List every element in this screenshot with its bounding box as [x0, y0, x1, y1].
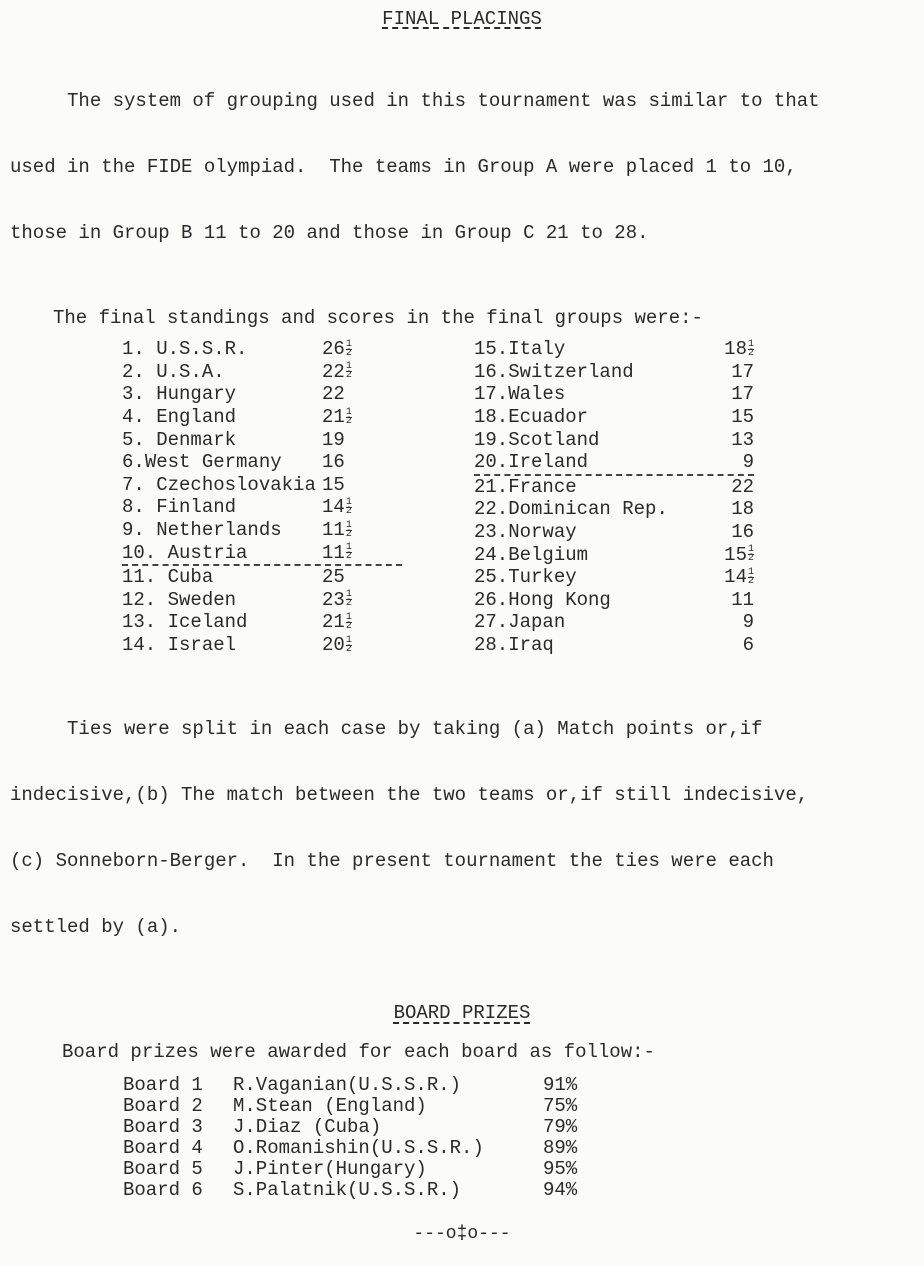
team-score [322, 634, 402, 656]
board-prize-row [123, 1179, 924, 1200]
fraction-denominator: 2 [345, 505, 352, 517]
rank: 22. [474, 498, 509, 521]
fraction-denominator: 2 [345, 415, 352, 427]
team-score [322, 474, 402, 496]
team-name [122, 474, 322, 496]
team-name [474, 566, 674, 588]
team-name [122, 383, 322, 405]
prize-percentage: 75% [543, 1094, 578, 1117]
fraction-numerator: 1 [747, 544, 754, 556]
team: Italy [508, 338, 566, 361]
board-number: Board 6 [123, 1178, 203, 1201]
standing-row [122, 361, 474, 384]
intro-line: those in Group B 11 to 20 and those in Group C 21 to 28. [10, 222, 649, 244]
team: Norway [508, 521, 577, 544]
score-whole: 15 [731, 406, 754, 429]
ties-line: settled by (a). [10, 916, 182, 939]
team: England [156, 406, 237, 429]
team-name [122, 406, 322, 428]
team-name [474, 589, 674, 611]
half-fraction [346, 363, 352, 380]
rank: 4. [122, 406, 145, 429]
score-whole: 22 [731, 475, 754, 498]
score-whole: 26 [322, 338, 345, 361]
fraction-denominator: 2 [345, 643, 352, 655]
score-whole: 19 [322, 428, 345, 451]
team: West Germany [144, 451, 282, 474]
half-fraction [346, 544, 352, 561]
score-whole: 21 [322, 611, 345, 634]
prize-percentage: 79% [543, 1115, 578, 1138]
fraction-numerator: 1 [345, 519, 352, 531]
standing-row [122, 634, 474, 657]
standing-row [122, 519, 474, 542]
fraction-numerator: 1 [747, 566, 754, 578]
standing-row [474, 634, 854, 657]
team-score [322, 566, 402, 588]
prize-percentage: 94% [543, 1178, 578, 1201]
standings-left-column [122, 338, 474, 656]
rank: 1. [122, 338, 145, 361]
fraction-numerator: 1 [345, 611, 352, 623]
team: Ecuador [508, 406, 589, 429]
team-score [674, 361, 754, 383]
team-name [122, 566, 322, 588]
score-whole: 14 [724, 566, 747, 589]
rank: 8. [122, 496, 145, 519]
rank: 16. [474, 360, 509, 383]
team-score [322, 589, 402, 611]
score-whole: 18 [724, 338, 747, 361]
team-name [474, 476, 674, 498]
team-score [674, 406, 754, 428]
team: Wales [508, 383, 566, 406]
standing-row [122, 383, 474, 406]
team-score [674, 383, 754, 405]
team: Cuba [167, 566, 214, 589]
score-whole: 22 [322, 383, 345, 406]
rank: 7. [122, 473, 145, 496]
team-name [122, 496, 322, 518]
fraction-numerator: 1 [345, 496, 352, 508]
board-number: Board 1 [123, 1073, 203, 1096]
team-score [322, 519, 402, 541]
team: U.S.S.R. [156, 338, 248, 361]
team-score [322, 338, 402, 360]
spacer [0, 982, 924, 1000]
rank: 14. [122, 634, 157, 657]
standing-row [474, 451, 754, 476]
score-whole: 23 [322, 588, 345, 611]
team: Israel [167, 634, 237, 657]
ties-line: indecisive,(b) The match between the two teams or,if still indecisive, [10, 784, 809, 807]
score-whole: 15 [322, 473, 345, 496]
fraction-denominator: 2 [747, 575, 754, 587]
score-whole: 16 [322, 451, 345, 474]
team-name [474, 406, 674, 428]
team-score [322, 406, 402, 428]
standing-row [122, 406, 474, 429]
standings-table [122, 338, 924, 656]
rank: 13. [122, 611, 157, 634]
team: Hong Kong [508, 588, 611, 611]
rank: 15. [474, 338, 509, 361]
board-prizes-list [123, 1074, 924, 1200]
prize-percentage: 89% [543, 1136, 578, 1159]
standing-row [474, 428, 854, 451]
team-score [674, 498, 754, 520]
team: Switzerland [508, 360, 634, 383]
score-whole: 11 [322, 519, 345, 542]
team: Scotland [508, 428, 600, 451]
team: Belgium [508, 543, 589, 566]
team-score [674, 476, 754, 498]
rank: 19. [474, 428, 509, 451]
standing-row [122, 589, 474, 612]
standing-row [122, 611, 474, 634]
prize-winner: O.Romanishin(U.S.S.R.) [233, 1136, 484, 1159]
team: Ireland [508, 451, 589, 474]
board-prizes-heading [0, 1000, 924, 1026]
team: Sweden [167, 588, 237, 611]
fraction-denominator: 2 [345, 347, 352, 359]
team-name [474, 544, 674, 566]
team: Czechoslovakia [156, 473, 316, 496]
half-fraction [345, 634, 352, 655]
half-fraction [345, 406, 352, 427]
standing-row [474, 589, 854, 612]
team-score [674, 521, 754, 543]
team-score [322, 611, 402, 633]
team-name [474, 611, 674, 633]
team: Finland [156, 496, 237, 519]
prize-winner: J.Pinter(Hungary) [233, 1157, 427, 1180]
team: Iraq [508, 634, 554, 657]
fraction-numerator: 1 [747, 338, 754, 350]
board-prize-row [123, 1095, 924, 1116]
rank: 28. [474, 634, 509, 657]
standing-row [474, 543, 854, 566]
fraction-numerator: 1 [345, 634, 352, 646]
score-whole: 11 [322, 541, 345, 564]
fraction-numerator: 1 [345, 406, 352, 418]
team-score [674, 634, 754, 656]
team-name [474, 361, 674, 383]
team-name [122, 429, 322, 451]
fraction-denominator: 2 [747, 347, 754, 359]
fraction-numerator: 1 [345, 338, 352, 350]
standing-row [122, 338, 474, 361]
score-whole: 16 [731, 521, 754, 544]
board-prizes-title: BOARD PRIZES [393, 1002, 531, 1025]
half-fraction [345, 611, 352, 632]
score-whole: 25 [322, 566, 345, 589]
standing-row [474, 361, 854, 384]
standing-row [474, 611, 854, 634]
fraction-numerator: 1 [345, 542, 352, 554]
prize-winner: J.Diaz (Cuba) [233, 1115, 382, 1138]
team-name [474, 429, 674, 451]
half-fraction [747, 338, 754, 359]
standing-row [122, 451, 474, 474]
team-name [122, 361, 322, 383]
rank: 9. [122, 519, 145, 542]
intro-line: used in the FIDE olympiad. The teams in Group A were placed 1 to 10, [10, 156, 797, 178]
team-name [122, 634, 322, 656]
team: Hungary [156, 383, 237, 406]
board-number: Board 2 [123, 1094, 203, 1117]
team-score [674, 338, 754, 360]
fraction-denominator: 2 [345, 620, 352, 632]
team-score [674, 589, 754, 611]
board-number: Board 3 [123, 1115, 203, 1138]
team-score [322, 451, 402, 473]
ties-line: (c) Sonneborn-Berger. In the present tournament the ties were each [10, 850, 774, 873]
team-name [474, 521, 674, 543]
half-fraction [345, 338, 352, 359]
prize-percentage: 91% [543, 1073, 578, 1096]
fraction-numerator: 1 [345, 361, 352, 373]
score-whole: 9 [742, 451, 754, 474]
team-score [322, 429, 402, 451]
team: Japan [508, 611, 566, 634]
team-score [322, 383, 402, 405]
rank: 17. [474, 383, 509, 406]
team: Netherlands [156, 519, 282, 542]
team-name [474, 338, 674, 360]
board-prize-row [123, 1116, 924, 1137]
rank: 12. [122, 588, 157, 611]
team-name [122, 589, 322, 611]
half-fraction [345, 496, 352, 517]
score-whole: 9 [742, 611, 754, 634]
standings-right-column [474, 338, 854, 656]
rank: 2. [122, 360, 145, 383]
team-score [322, 542, 402, 564]
spacer [0, 656, 924, 674]
team: Denmark [156, 428, 237, 451]
team: Iceland [167, 611, 248, 634]
fraction-denominator: 2 [345, 370, 352, 382]
standing-row [474, 383, 854, 406]
prize-winner: S.Palatnik(U.S.S.R.) [233, 1178, 462, 1201]
score-whole: 17 [731, 360, 754, 383]
fraction-denominator: 2 [747, 553, 754, 565]
board-prize-row [123, 1158, 924, 1179]
fraction-denominator: 2 [345, 528, 352, 540]
team-name [474, 383, 674, 405]
half-fraction [345, 519, 352, 540]
team-name [122, 338, 322, 360]
final-placings-title: FINAL PLACINGS [382, 8, 542, 30]
team-score [322, 361, 402, 383]
half-fraction [748, 546, 754, 563]
team-name [474, 634, 674, 656]
team-name [474, 498, 674, 520]
rank: 3. [122, 383, 145, 406]
prize-winner: M.Stean (England) [233, 1094, 427, 1117]
standing-row [122, 541, 402, 566]
score-whole: 13 [731, 428, 754, 451]
half-fraction [747, 566, 754, 587]
half-fraction [346, 591, 352, 608]
board-prizes-intro: Board prizes were awarded for each board as follow:- [62, 1041, 655, 1064]
score-whole: 22 [322, 360, 345, 383]
team: France [508, 475, 577, 498]
rank: 26. [474, 588, 509, 611]
board-prize-row [123, 1074, 924, 1095]
final-placings-heading [0, 6, 924, 32]
team-score [674, 544, 754, 566]
standing-row [122, 496, 474, 519]
team: Turkey [508, 566, 577, 589]
score-whole: 14 [322, 496, 345, 519]
standings-intro: The final standings and scores in the final groups were:- [53, 307, 703, 329]
spacer [0, 288, 924, 306]
board-number: Board 4 [123, 1136, 203, 1159]
rank: 21. [474, 475, 509, 498]
intro-line: The system of grouping used in this tournament was similar to that [10, 90, 820, 112]
team-score [674, 429, 754, 451]
standing-row [474, 338, 854, 361]
rank: 10. [122, 541, 157, 564]
standing-row [474, 521, 854, 544]
fraction-numerator: 1 [345, 589, 352, 601]
team: Dominican Rep. [508, 498, 668, 521]
spacer [0, 1026, 924, 1040]
score-whole: 15 [724, 543, 747, 566]
team-score [674, 566, 754, 588]
rank: 6. [122, 451, 145, 474]
team-score [322, 496, 402, 518]
team-name [122, 542, 322, 564]
rank: 20. [474, 451, 509, 474]
rank: 25. [474, 566, 509, 589]
team-name [122, 519, 322, 541]
score-whole: 20 [322, 634, 345, 657]
standing-row [122, 566, 474, 589]
board-number: Board 5 [123, 1157, 203, 1180]
rank: 18. [474, 406, 509, 429]
prize-winner: R.Vaganian(U.S.S.R.) [233, 1073, 462, 1096]
rank: 27. [474, 611, 509, 634]
intro-paragraph [10, 46, 914, 288]
team: Austria [167, 541, 248, 564]
rank: 23. [474, 521, 509, 544]
ties-line: Ties were split in each case by taking (a) Match points or,if [10, 718, 763, 741]
score-whole: 21 [322, 406, 345, 429]
team-name [122, 611, 322, 633]
standing-row [122, 474, 474, 497]
score-whole: 17 [731, 383, 754, 406]
fraction-denominator: 2 [345, 598, 352, 610]
score-whole: 11 [731, 588, 754, 611]
end-ornament: ---o‡o--- [413, 1224, 511, 1245]
rank: 24. [474, 543, 509, 566]
team-name [474, 451, 674, 473]
team-score [674, 611, 754, 633]
prize-percentage: 95% [543, 1157, 578, 1180]
standing-row [474, 476, 854, 499]
score-whole: 18 [731, 498, 754, 521]
standing-row [474, 406, 854, 429]
score-whole: 6 [742, 634, 754, 657]
standing-row [122, 428, 474, 451]
standing-row [474, 498, 854, 521]
standing-row [474, 566, 854, 589]
board-prize-row [123, 1137, 924, 1158]
rank: 5. [122, 428, 145, 451]
team-score [674, 451, 754, 473]
team: U.S.A. [156, 360, 225, 383]
spacer [0, 32, 924, 46]
fraction-denominator: 2 [345, 551, 352, 563]
rank: 11. [122, 566, 157, 589]
ties-paragraph [10, 674, 914, 982]
team-name [122, 451, 322, 473]
